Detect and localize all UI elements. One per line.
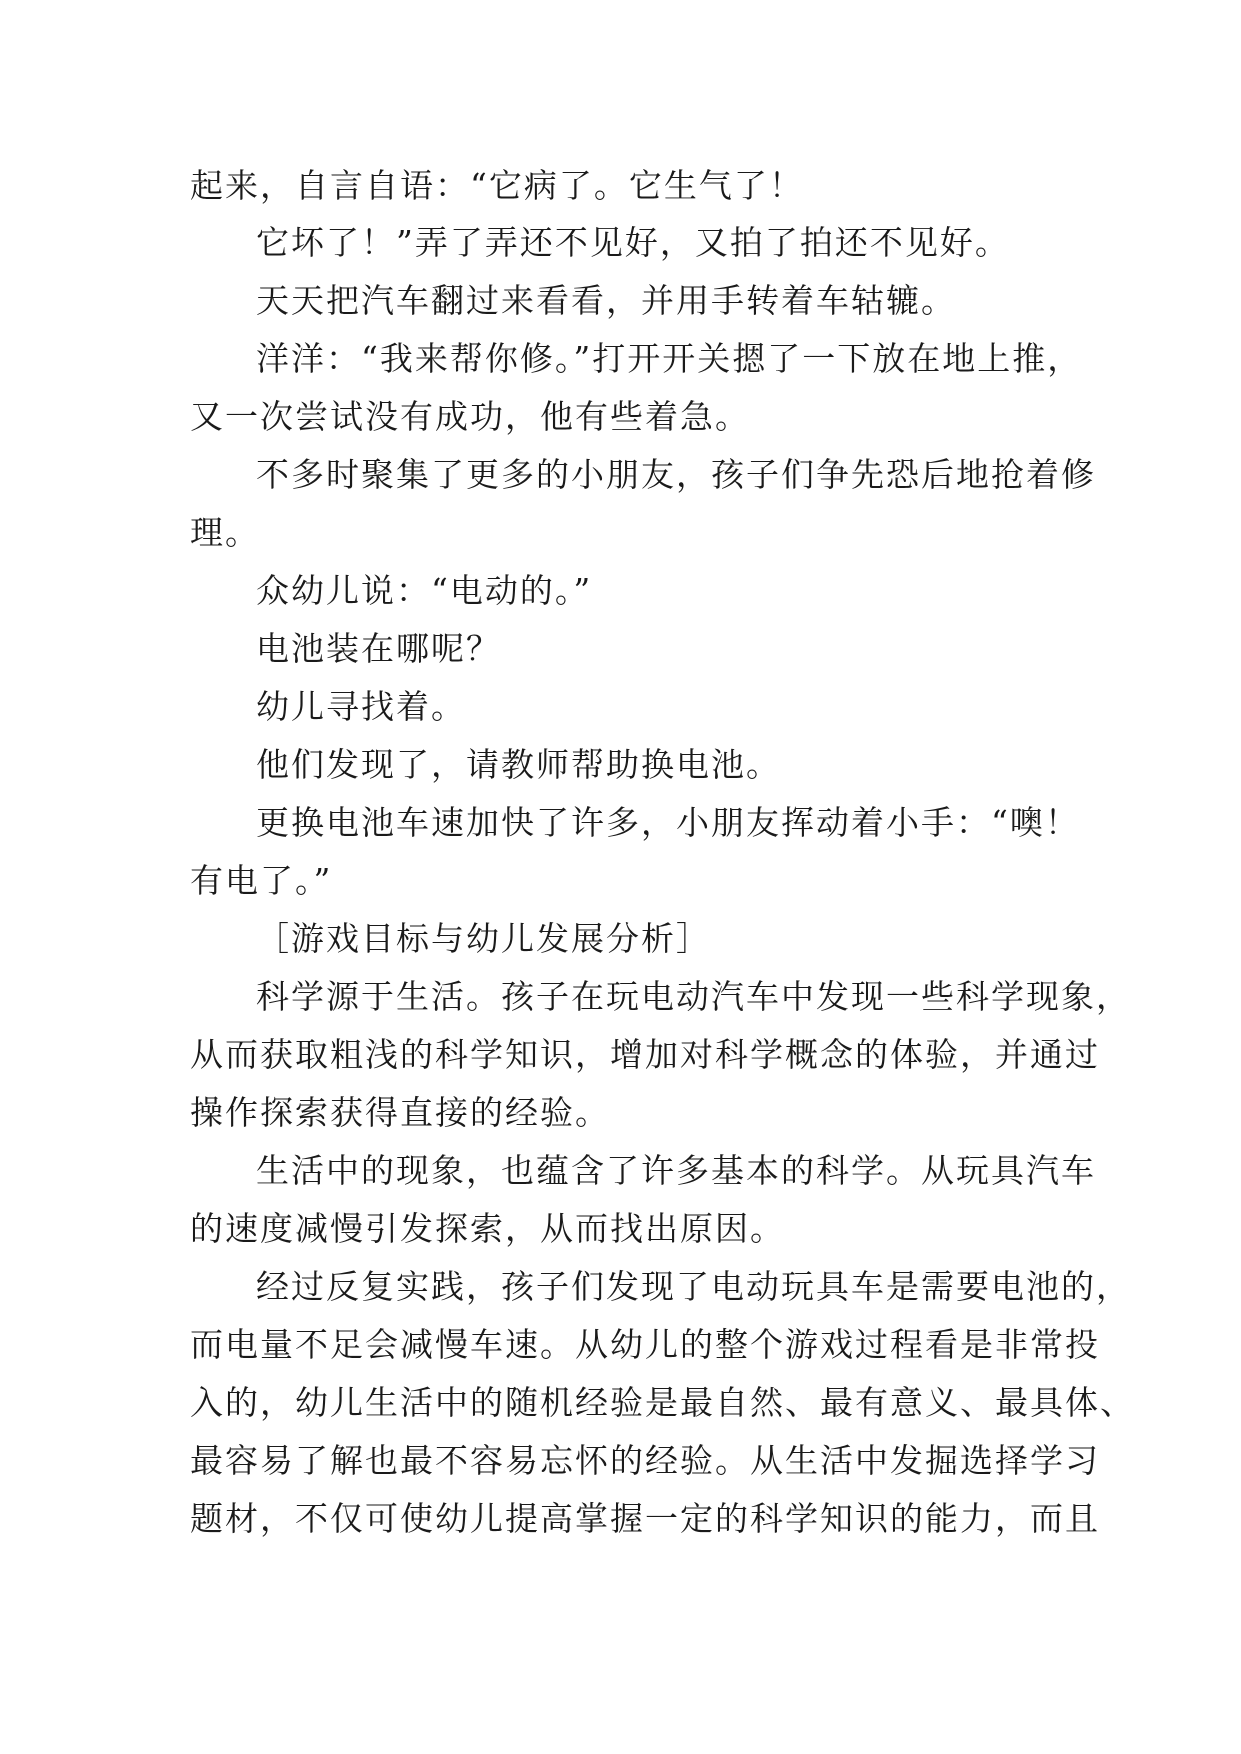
section-heading: ［游戏目标与幼儿发展分析］ [256,919,711,958]
text-line: 更换电池车速加快了许多，小朋友挥动着小手：“噢！ [256,803,1080,842]
text-line: 洋洋：“我来帮你修。”打开开关摁了一下放在地上推， [256,339,1083,378]
text-line: 有电了。” [190,861,333,900]
text-line: 而电量不足会减慢车速。从幼儿的整个游戏过程看是非常投 [190,1325,1100,1364]
text-line: 又一次尝试没有成功，他有些着急。 [190,397,750,436]
text-line: 起来，自言自语：“它病了。它生气了！ [190,166,804,205]
text-line: 的速度减慢引发探索，从而找出原因。 [190,1209,785,1248]
text-line: 幼儿寻找着。 [256,687,466,726]
text-line: 理。 [190,513,260,552]
text-line: 从而获取粗浅的科学知识，增加对科学概念的体验，并通过 [190,1035,1100,1074]
text-line: 电池装在哪呢？ [256,629,501,668]
text-line: 操作探索获得直接的经验。 [190,1093,610,1132]
text-line: 入的，幼儿生活中的随机经验是最自然、最有意义、最具体、 [190,1383,1135,1422]
text-line: 经过反复实践，孩子们发现了电动玩具车是需要电池的， [256,1267,1131,1306]
text-line: 题材，不仅可使幼儿提高掌握一定的科学知识的能力，而且 [190,1499,1100,1538]
text-line: 他们发现了，请教师帮助换电池。 [256,745,781,784]
text-line: 科学源于生活。孩子在玩电动汽车中发现一些科学现象， [256,977,1131,1016]
text-line: 众幼儿说：“电动的。” [256,571,593,610]
text-line: 生活中的现象，也蕴含了许多基本的科学。从玩具汽车 [256,1151,1096,1190]
text-line: 最容易了解也最不容易忘怀的经验。从生活中发掘选择学习 [190,1441,1100,1480]
text-line: 天天把汽车翻过来看看，并用手转着车轱辘。 [256,281,956,320]
text-line: 它坏了！”弄了弄还不见好，又拍了拍还不见好。 [256,223,1010,262]
text-line: 不多时聚集了更多的小朋友，孩子们争先恐后地抢着修 [256,455,1096,494]
